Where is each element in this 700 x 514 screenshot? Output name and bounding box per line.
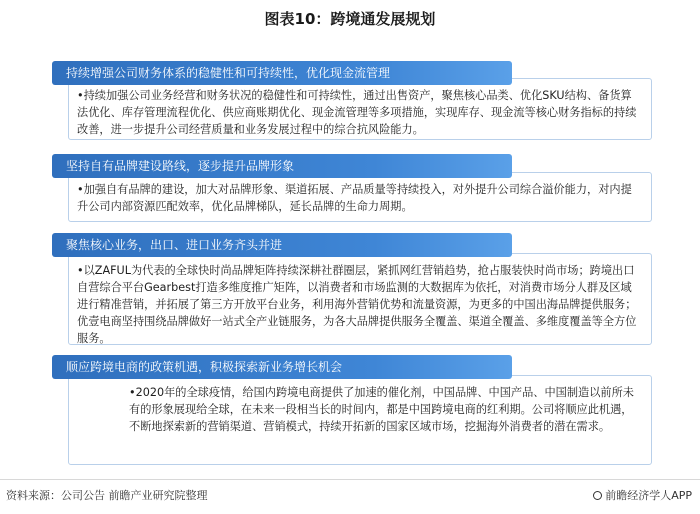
- brand-text: 前瞻经济学人APP: [605, 489, 692, 502]
- section-4-body: •2020年的全球疫情，给国内跨境电商提供了加速的催化剂，中国品牌、中国产品、中国制造以前所未有的形象展现给全球，在未来一段相当长的时间内，都是中国跨境电商的红利期。公司将顺应此机遇，不断地探索新的营销渠道、营销模式，持续开拓新的国家区域市场，挖掘海外消费者的潜在需求。: [68, 375, 652, 465]
- brand-logo-icon: [593, 491, 602, 500]
- section-1-body: •持续加强公司业务经营和财务状况的稳健性和可持续性，通过出售资产，聚焦核心品类、优化SKU结构、备货算法优化、库存管理流程优化、供应商账期优化、现金流管理等多项措施，实现库存、现金流等核心财务指标的持续改善，进一步提升公司经营质量和业务发展过程中的综合抗风险能力。: [68, 78, 652, 140]
- section-3-header: 聚焦核心业务，出口、进口业务齐头并进: [52, 233, 512, 257]
- footer-divider: [0, 479, 700, 480]
- section-4-header: 顺应跨境电商的政策机遇，积极探索新业务增长机会: [52, 355, 512, 379]
- brand-label: [593, 487, 692, 503]
- section-2-header: 坚持自有品牌建设路线，逐步提升品牌形象: [52, 154, 512, 178]
- section-3-body: •以ZAFUL为代表的全球快时尚品牌矩阵持续深耕社群圈层，紧抓网红营销趋势，抢占服装快时尚市场；跨境出口自营综合平台Gearbest打造多维度推广矩阵，以消费者和市场监测的大数据库为依托，对消费市场分人群及区域进行精准营销，并拓展了第三方开放平台业务，利用海外营销优势和流量资源，为更多的中国出海品牌提供服务；优壹电商坚持围绕品牌做好一站式全产业链服务，为各大品牌提供服务全覆盖、渠道全覆盖、多维度覆盖等全方位服务。: [68, 253, 652, 345]
- chart-title: 图表10：跨境通发展规划: [264, 10, 436, 28]
- source-note: 资料来源：公司公告 前瞻产业研究院整理: [6, 489, 208, 502]
- section-1-header: 持续增强公司财务体系的稳健性和可持续性，优化现金流管理: [52, 61, 512, 85]
- section-2-body: •加强自有品牌的建设，加大对品牌形象、渠道拓展、产品质量等持续投入，对外提升公司综合溢价能力，对内提升公司内部资源匹配效率，优化品牌梯队，延长品牌的生命力周期。: [68, 172, 652, 222]
